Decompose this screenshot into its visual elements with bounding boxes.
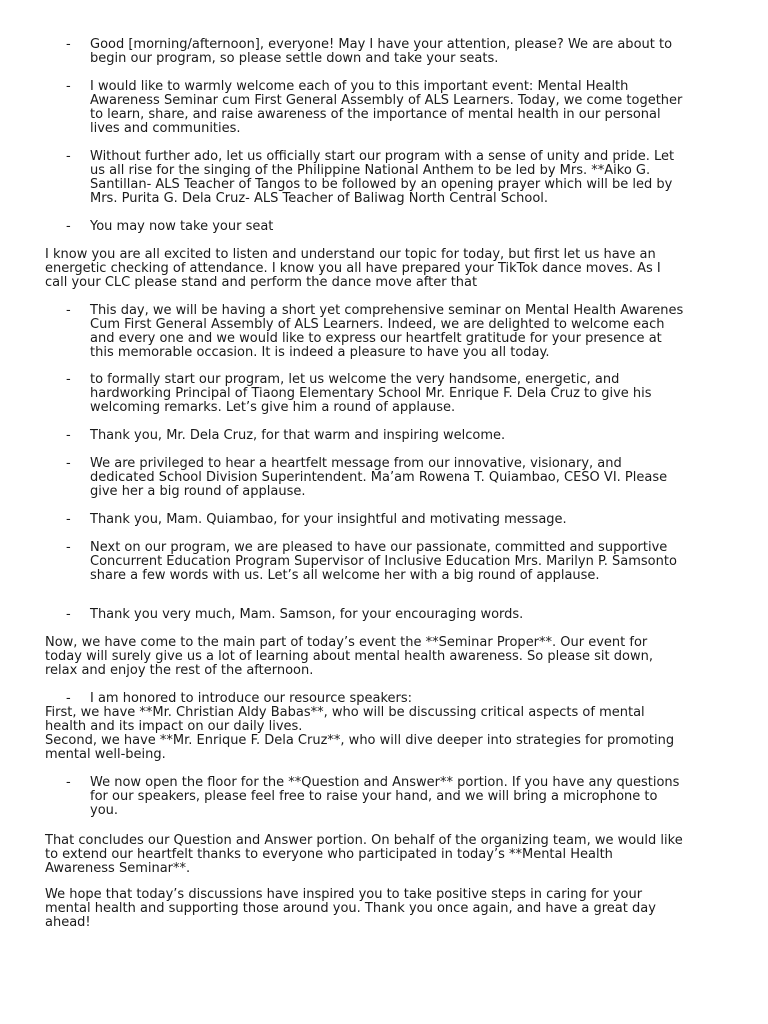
text-line: Cum First General Assembly of ALS Learners. Indeed, we are delighted to welcome each — [90, 317, 665, 332]
text-line: us all rise for the singing of the Philippine National Anthem to be led by Mrs. **Aiko G. — [90, 163, 651, 178]
bullet-marker: - — [66, 219, 71, 234]
bullet-item — [66, 219, 722, 234]
text-line: Now, we have come to the main part of today’s event the **Seminar Proper**. Our event for — [45, 635, 648, 650]
text-line: Thank you very much, Mam. Samson, for your encouraging words. — [90, 607, 524, 622]
bullet-item — [66, 691, 722, 706]
text-line: call your CLC please stand and perform the dance move after that — [45, 275, 478, 290]
text-line: We now open the floor for the **Question and Answer** portion. If you have any questions — [90, 775, 680, 790]
text-line: Second, we have **Mr. Enrique F. Dela Cruz**, who will dive deeper into strategies for promoting — [45, 733, 675, 748]
bullet-item — [66, 607, 722, 622]
text-line: mental health and supporting those around you. Thank you once again, and have a great day — [45, 901, 656, 916]
text-line: Concurrent Education Program Supervisor of Inclusive Education Mrs. Marilyn P. Samsonto — [90, 554, 677, 569]
bullet-item — [66, 372, 722, 415]
text-line: I am honored to introduce our resource speakers: — [90, 691, 413, 706]
text-line: Santillan- ALS Teacher of Tangos to be followed by an opening prayer which will be led by — [90, 177, 673, 192]
text-line: begin our program, so please settle down and take your seats. — [90, 51, 499, 66]
text-line: this memorable occasion. It is indeed a pleasure to have you all today. — [90, 345, 550, 360]
bullet-marker: - — [66, 691, 71, 706]
text-line: That concludes our Question and Answer portion. On behalf of the organizing team, we would like — [45, 833, 683, 848]
text-line: You may now take your seat — [90, 219, 274, 234]
bullet-item — [66, 303, 722, 360]
text-line: share a few words with us. Let’s all welcome her with a big round of applause. — [90, 568, 600, 583]
text-line: Without further ado, let us officially start our program with a sense of unity and pride. Let — [90, 149, 675, 164]
bullet-item — [66, 512, 722, 527]
bullet-item — [66, 540, 722, 583]
text-line: welcoming remarks. Let’s give him a round of applause. — [90, 400, 456, 415]
bullet-item — [66, 37, 722, 66]
text-line: Mrs. Purita G. Dela Cruz- ALS Teacher of Baliwag North Central School. — [90, 191, 549, 206]
text-line: to learn, share, and raise awareness of the importance of mental health in our personal — [90, 107, 661, 122]
bullet-marker: - — [66, 540, 71, 555]
text-line: I know you are all excited to listen and understand our topic for today, but first let us have an — [45, 247, 656, 262]
text-line: We are privileged to hear a heartfelt message from our innovative, visionary, and — [90, 456, 622, 471]
text-line: Next on our program, we are pleased to have our passionate, committed and supportive — [90, 540, 668, 555]
text-line: We hope that today’s discussions have inspired you to take positive steps in caring for your — [45, 887, 643, 902]
text-line: to extend our heartfelt thanks to everyone who participated in today’s **Mental Health — [45, 847, 613, 862]
text-line: mental well-being. — [45, 747, 166, 762]
text-line: dedicated School Division Superintendent. Ma’am Rowena T. Quiambao, CESO VI. Please — [90, 470, 668, 485]
text-line: First, we have **Mr. Christian Aldy Babas**, who will be discussing critical aspects of mental — [45, 705, 645, 720]
bullet-item — [66, 775, 722, 818]
text-line: Thank you, Mr. Dela Cruz, for that warm and inspiring welcome. — [90, 428, 506, 443]
text-line: This day, we will be having a short yet comprehensive seminar on Mental Health Awarenes — [90, 303, 684, 318]
text-line: you. — [90, 803, 119, 818]
paragraph — [45, 636, 725, 678]
text-line: Awareness Seminar cum First General Assembly of ALS Learners. Today, we come together — [90, 93, 683, 108]
paragraph — [45, 706, 725, 762]
text-line: I would like to warmly welcome each of you to this important event: Mental Health — [90, 79, 629, 94]
text-line: and every one and we would like to express our heartfelt gratitude for your presence at — [90, 331, 662, 346]
text-line: Good [morning/afternoon], everyone! May I have your attention, please? We are about to — [90, 37, 673, 52]
text-line: for our speakers, please feel free to raise your hand, and we will bring a microphone to — [90, 789, 658, 804]
bullet-item — [66, 428, 722, 443]
bullet-item — [66, 456, 722, 499]
paragraph — [45, 834, 725, 876]
bullet-marker: - — [66, 512, 71, 527]
text-line: hardworking Principal of Tiaong Elementary School Mr. Enrique F. Dela Cruz to give his — [90, 386, 652, 401]
text-line: Thank you, Mam. Quiambao, for your insightful and motivating message. — [90, 512, 567, 527]
text-line: give her a big round of applause. — [90, 484, 306, 499]
bullet-marker: - — [66, 37, 71, 52]
text-line: health and its impact on our daily lives. — [45, 719, 303, 734]
bullet-item — [66, 79, 722, 136]
paragraph — [45, 888, 725, 930]
bullet-marker: - — [66, 775, 71, 790]
bullet-marker: - — [66, 149, 71, 164]
bullet-marker: - — [66, 372, 71, 387]
text-line: ahead! — [45, 915, 91, 930]
bullet-marker: - — [66, 79, 71, 94]
text-line: lives and communities. — [90, 121, 241, 136]
text-line: relax and enjoy the rest of the afternoon. — [45, 663, 314, 678]
bullet-marker: - — [66, 456, 71, 471]
text-line: to formally start our program, let us welcome the very handsome, energetic, and — [90, 372, 620, 387]
bullet-marker: - — [66, 428, 71, 443]
text-line: energetic checking of attendance. I know you all have prepared your TikTok dance moves. As I — [45, 261, 661, 276]
bullet-item — [66, 149, 722, 206]
text-line: Awareness Seminar**. — [45, 861, 191, 876]
bullet-marker: - — [66, 607, 71, 622]
bullet-marker: - — [66, 303, 71, 318]
text-line: today will surely give us a lot of learning about mental health awareness. So please sit down, — [45, 649, 653, 664]
paragraph — [45, 248, 725, 290]
